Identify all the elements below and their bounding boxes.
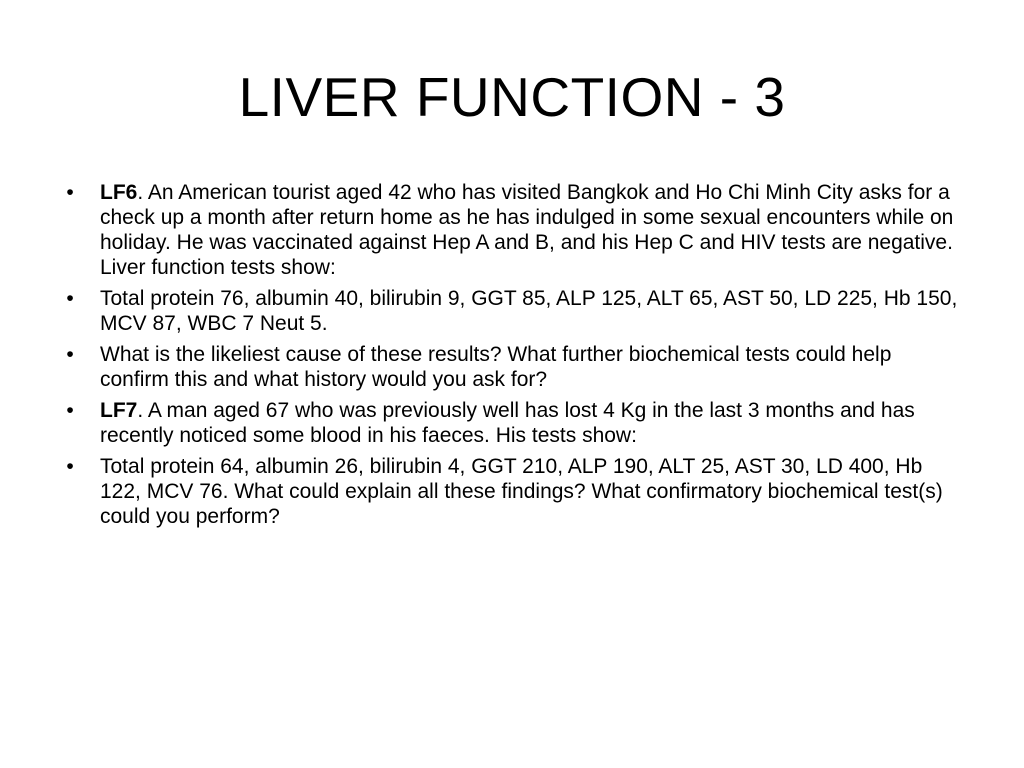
bullet-marker: •	[66, 399, 74, 422]
bullet-item-lf7-results	[60, 454, 965, 529]
bullet-marker: •	[66, 287, 74, 310]
case-label: LF6	[100, 181, 138, 204]
bullet-text: What is the likeliest cause of these results? What further biochemical tests could help confirm this and what history would you ask for?	[100, 343, 892, 391]
bullet-list	[60, 180, 965, 535]
case-label: LF7	[100, 399, 138, 422]
slide-title: LIVER FUNCTION - 3	[238, 66, 786, 128]
bullet-item-lf6	[60, 180, 965, 280]
bullet-marker: •	[66, 455, 74, 478]
bullet-marker: •	[66, 343, 74, 366]
bullet-marker: •	[66, 181, 74, 204]
bullet-item-lf6-question	[60, 342, 965, 392]
bullet-item-lf7	[60, 398, 965, 448]
bullet-item-lf6-results	[60, 286, 965, 336]
bullet-text: Total protein 64, albumin 26, bilirubin 4, GGT 210, ALP 190, ALT 25, AST 30, LD 400, Hb 122, MCV 76. What could explain all these findings? What confirmatory biochemical test(s) could you perform?	[100, 455, 943, 528]
bullet-text: . An American tourist aged 42 who has visited Bangkok and Ho Chi Minh City asks for a check up a month after return home as he has indulged in some sexual encounters while on holiday. He was vaccinated against Hep A and B, and his Hep C and HIV tests are negative. Liver function tests show:	[100, 181, 954, 279]
bullet-text: . A man aged 67 who was previously well has lost 4 Kg in the last 3 months and has recently noticed some blood in his faeces. His tests show:	[100, 399, 915, 447]
bullet-text: Total protein 76, albumin 40, bilirubin 9, GGT 85, ALP 125, ALT 65, AST 50, LD 225, Hb 150, MCV 87, WBC 7 Neut 5.	[100, 287, 958, 335]
